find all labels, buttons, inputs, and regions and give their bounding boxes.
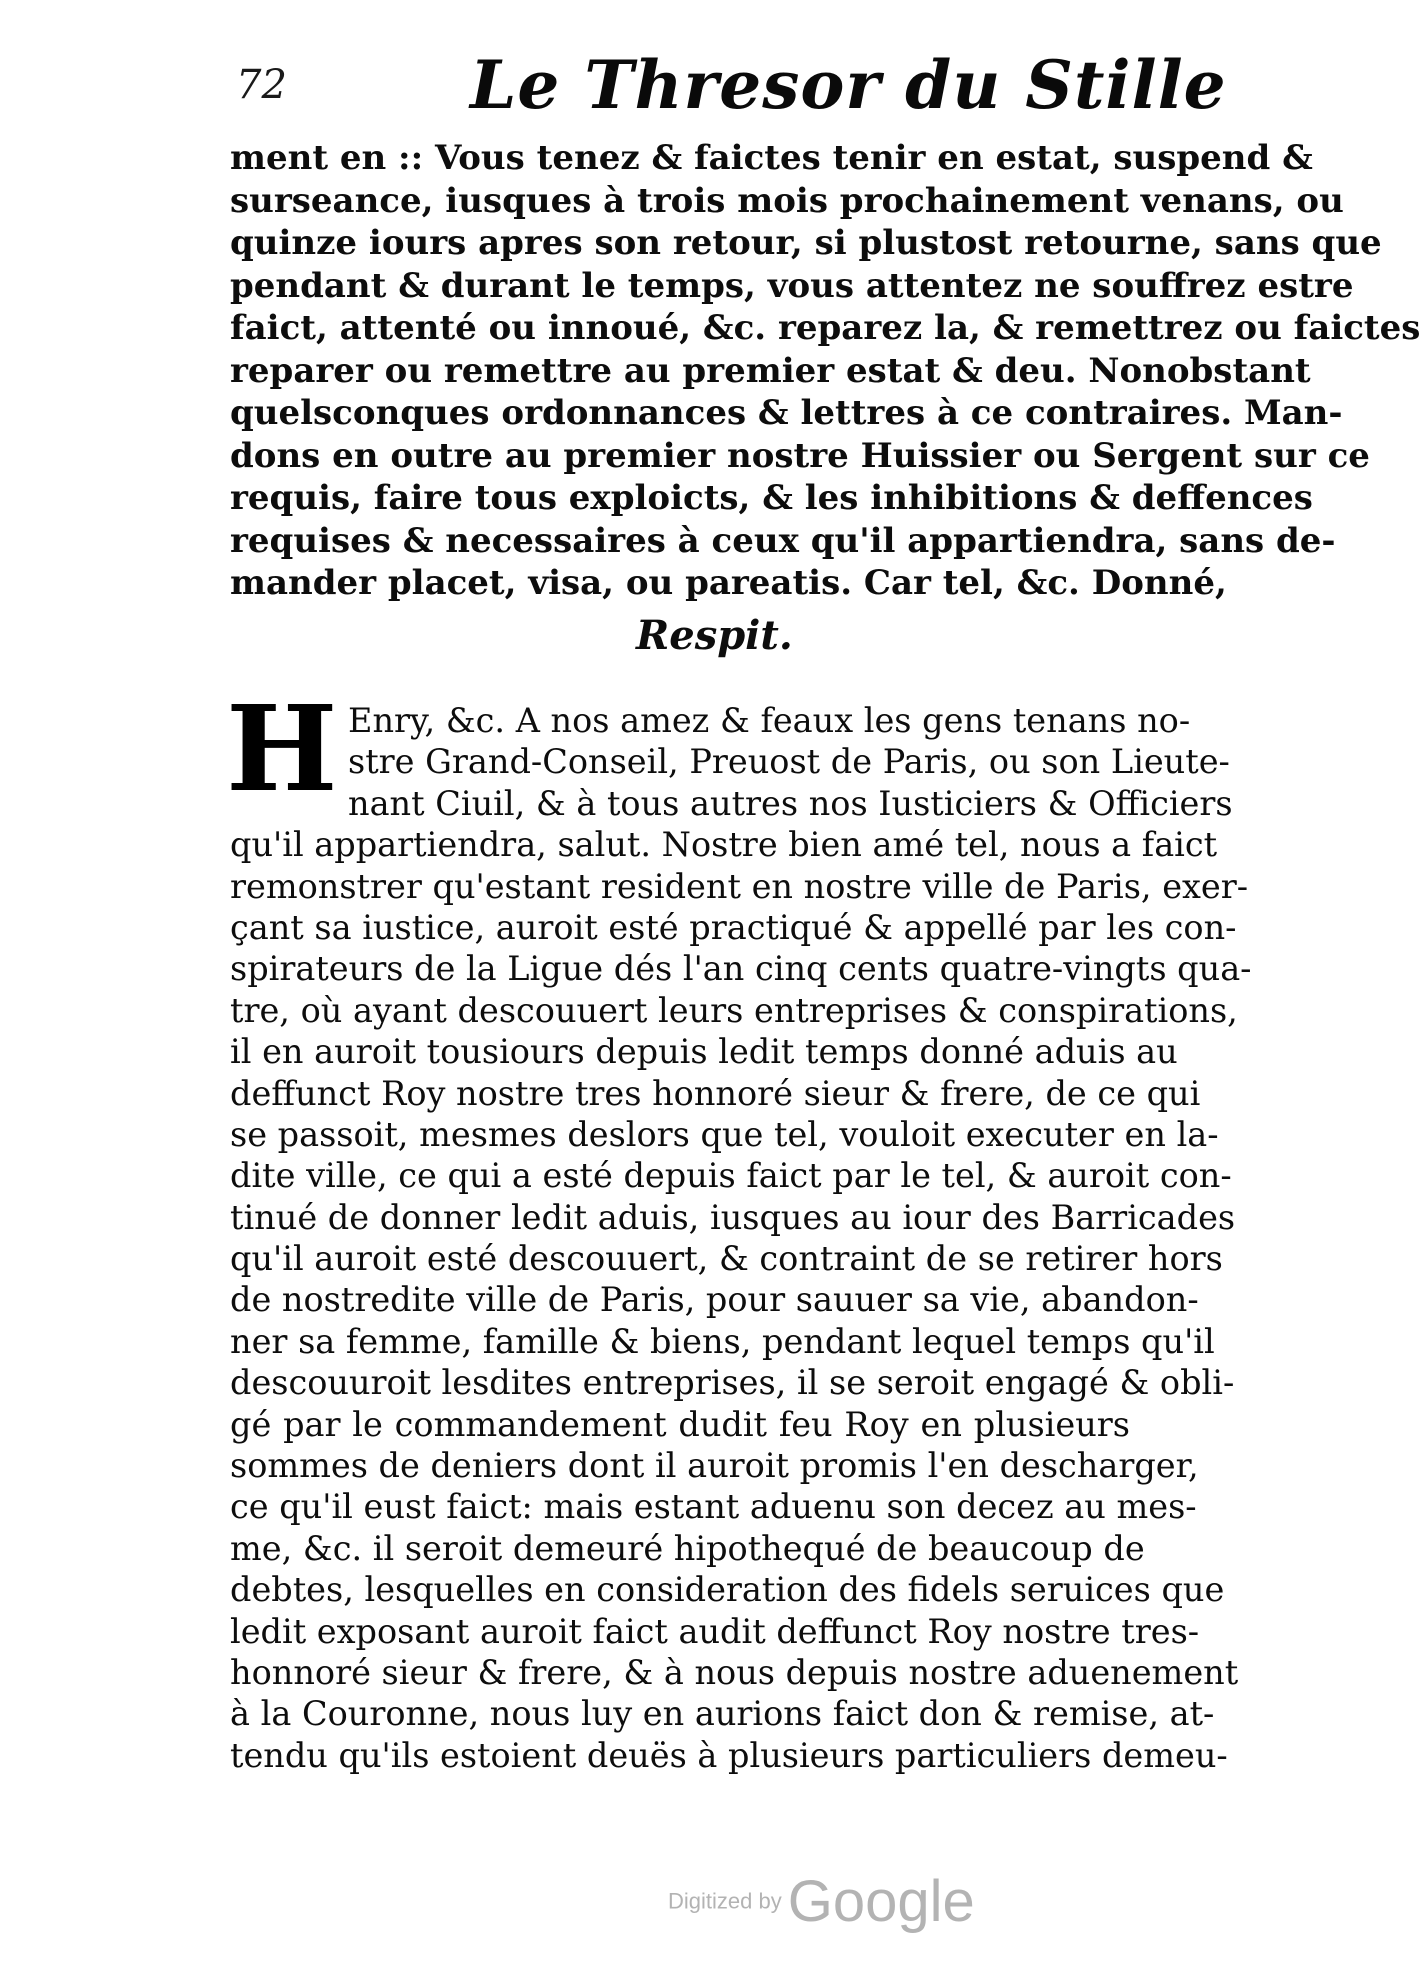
text-line: nant Ciuil, & à tous autres nos Iusticiers & Officiers bbox=[348, 783, 1233, 823]
text-line: remonstrer qu'estant resident en nostre ville de Paris, exer- bbox=[230, 866, 1249, 906]
drop-cap: H bbox=[226, 679, 338, 818]
text-line: de nostredite ville de Paris, pour sauuer sa vie, abandon- bbox=[230, 1280, 1199, 1320]
text-line: honnoré sieur & frere, & à nous depuis nostre aduenement bbox=[230, 1652, 1239, 1692]
text-line: quinze iours apres son retour, si plustost retourne, sans que bbox=[230, 223, 1382, 263]
text-line: dons en outre au premier nostre Huissier ou Sergent sur ce bbox=[230, 435, 1370, 476]
text-line: surseance, iusques à trois mois prochainement venans, ou bbox=[230, 180, 1344, 221]
text-line: spirateurs de la Ligue dés l'an cinq cents quatre-vingts qua- bbox=[230, 949, 1252, 989]
text-line: faict, attenté ou innoué, &c. reparez la, & remettrez ou faictes bbox=[230, 308, 1420, 348]
text-line: qu'il appartiendra, salut. Nostre bien amé tel, nous a faict bbox=[230, 825, 1218, 865]
text-line: ment en :: Vous tenez & faictes tenir en estat, suspend & bbox=[230, 138, 1313, 178]
text-line: quelsconques ordonnances & lettres à ce contraires. Man- bbox=[230, 393, 1343, 433]
section-title: Respit. bbox=[636, 612, 793, 659]
text-line: à la Couronne, nous luy en aurions faict don & remise, at- bbox=[230, 1694, 1215, 1734]
text-line: me, &c. il seroit demeuré hipothequé de beaucoup de bbox=[230, 1528, 1145, 1568]
text-line: gé par le commandement dudit feu Roy en plusieurs bbox=[230, 1404, 1130, 1444]
text-line: descouuroit lesdites entreprises, il se seroit engagé & obli- bbox=[230, 1363, 1235, 1403]
text-line: ce qu'il eust faict: mais estant aduenu son decez au mes- bbox=[230, 1487, 1197, 1527]
text-line: sommes de deniers dont il auroit promis l'en descharger, bbox=[230, 1446, 1199, 1486]
digitized-by-watermark bbox=[668, 1868, 975, 1935]
text-line: pendant & durant le temps, vous attentez ne souffrez estre bbox=[230, 265, 1354, 306]
text-line: il en auroit tousiours depuis ledit temps donné aduis au bbox=[230, 1032, 1178, 1072]
text-line: Enry, &c. A nos amez & feaux les gens tenans no- bbox=[348, 701, 1191, 740]
text-line: dite ville, ce qui a esté depuis faict par le tel, & auroit con- bbox=[230, 1156, 1232, 1196]
text-line: stre Grand-Conseil, Preuost de Paris, ou son Lieute- bbox=[348, 742, 1230, 782]
text-line: tinué de donner ledit aduis, iusques au iour des Barricades bbox=[230, 1197, 1236, 1237]
text-line: reparer ou remettre au premier estat & deu. Nonobstant bbox=[230, 350, 1311, 391]
watermark-brand: Google bbox=[787, 1869, 975, 1934]
text-line: çant sa iustice, auroit esté practiqué & appellé par les con- bbox=[230, 907, 1237, 947]
text-line: tre, où ayant descouuert leurs entreprises & conspirations, bbox=[230, 990, 1238, 1030]
text-line: ledit exposant auroit faict audit deffunct Roy nostre tres- bbox=[230, 1611, 1200, 1651]
text-line: qu'il auroit esté descouuert, & contraint de se retirer hors bbox=[230, 1239, 1223, 1279]
text-line: requises & necessaires à ceux qu'il appartiendra, sans de- bbox=[230, 520, 1336, 561]
paragraph-continuation bbox=[230, 137, 1420, 605]
text-line: requis, faire tous exploicts, & les inhibitions & deffences bbox=[230, 478, 1313, 518]
text-line: tendu qu'ils estoient deuës à plusieurs particuliers demeu- bbox=[230, 1735, 1228, 1775]
text-line: deffunct Roy nostre tres honnoré sieur & frere, de ce qui bbox=[230, 1073, 1201, 1113]
text-line: ner sa femme, famille & biens, pendant lequel temps qu'il bbox=[230, 1321, 1215, 1361]
text-line: se passoit, mesmes deslors que tel, vouloit executer en la- bbox=[230, 1114, 1219, 1154]
paragraph-respit bbox=[230, 700, 1252, 1776]
page-number: 72 bbox=[236, 62, 287, 108]
text-line: mander placet, visa, ou pareatis. Car tel, &c. Donné, bbox=[230, 563, 1227, 603]
watermark-prefix: Digitized by bbox=[668, 1888, 782, 1914]
text-line: debtes, lesquelles en consideration des fidels seruices que bbox=[230, 1570, 1225, 1610]
running-head: Le Thresor du Stille bbox=[470, 46, 1227, 124]
